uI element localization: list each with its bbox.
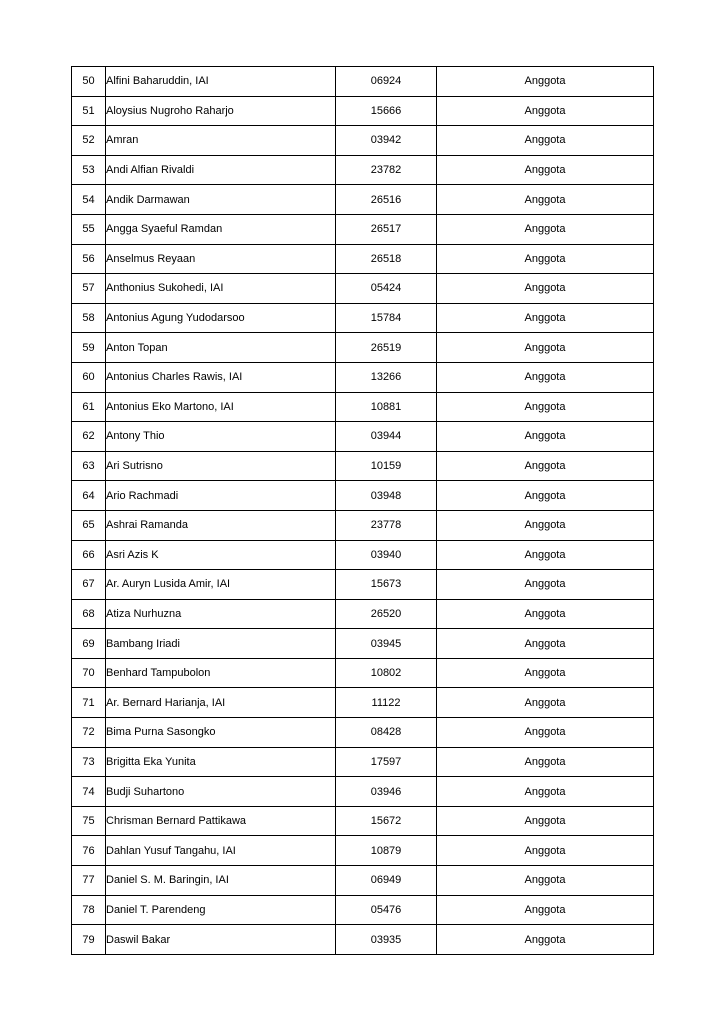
member-name: Dahlan Yusuf Tangahu, IAI [106,836,336,866]
table-row [72,96,654,126]
row-number: 71 [72,688,106,718]
member-id: 26519 [336,333,437,363]
row-number: 58 [72,303,106,333]
table-row [72,747,654,777]
table-row [72,777,654,807]
member-status: Anggota [437,481,654,511]
member-id: 26516 [336,185,437,215]
member-name: Benhard Tampubolon [106,658,336,688]
member-status: Anggota [437,777,654,807]
member-status: Anggota [437,333,654,363]
member-name: Daniel T. Parendeng [106,895,336,925]
member-status: Anggota [437,570,654,600]
member-id: 13266 [336,362,437,392]
row-number: 60 [72,362,106,392]
member-name: Chrisman Bernard Pattikawa [106,806,336,836]
member-name: Andi Alfian Rivaldi [106,155,336,185]
member-name: Bambang Iriadi [106,629,336,659]
row-number: 54 [72,185,106,215]
member-name: Daniel S. M. Baringin, IAI [106,866,336,896]
table-row [72,510,654,540]
member-status: Anggota [437,658,654,688]
member-id: 10802 [336,658,437,688]
table-row [72,274,654,304]
member-name: Antonius Agung Yudodarsoo [106,303,336,333]
table-row [72,214,654,244]
member-name: Alfini Baharuddin, IAI [106,67,336,97]
member-status: Anggota [437,362,654,392]
table-row [72,895,654,925]
row-number: 73 [72,747,106,777]
table-row [72,718,654,748]
member-status: Anggota [437,244,654,274]
member-id: 23778 [336,510,437,540]
member-name: Budji Suhartono [106,777,336,807]
table-row [72,806,654,836]
table-row [72,925,654,955]
row-number: 56 [72,244,106,274]
row-number: 64 [72,481,106,511]
member-status: Anggota [437,747,654,777]
member-status: Anggota [437,392,654,422]
row-number: 61 [72,392,106,422]
table-row [72,866,654,896]
member-id: 10159 [336,451,437,481]
member-table [71,66,654,955]
member-status: Anggota [437,688,654,718]
member-status: Anggota [437,806,654,836]
row-number: 65 [72,510,106,540]
member-status: Anggota [437,96,654,126]
table-row [72,244,654,274]
row-number: 59 [72,333,106,363]
row-number: 74 [72,777,106,807]
member-id: 26518 [336,244,437,274]
member-status: Anggota [437,836,654,866]
row-number: 53 [72,155,106,185]
table-row [72,422,654,452]
row-number: 55 [72,214,106,244]
member-name: Angga Syaeful Ramdan [106,214,336,244]
member-id: 23782 [336,155,437,185]
member-status: Anggota [437,155,654,185]
member-id: 26520 [336,599,437,629]
member-name: Ar. Bernard Harianja, IAI [106,688,336,718]
table-row [72,599,654,629]
table-row [72,836,654,866]
member-status: Anggota [437,451,654,481]
member-status: Anggota [437,303,654,333]
member-name: Ario Rachmadi [106,481,336,511]
member-id: 15672 [336,806,437,836]
row-number: 52 [72,126,106,156]
member-id: 15666 [336,96,437,126]
table-row [72,540,654,570]
member-name: Brigitta Eka Yunita [106,747,336,777]
member-status: Anggota [437,866,654,896]
row-number: 51 [72,96,106,126]
row-number: 68 [72,599,106,629]
member-name: Aloysius Nugroho Raharjo [106,96,336,126]
table-row [72,333,654,363]
row-number: 66 [72,540,106,570]
row-number: 77 [72,866,106,896]
member-name: Ari Sutrisno [106,451,336,481]
member-status: Anggota [437,185,654,215]
member-name: Anton Topan [106,333,336,363]
table-row [72,155,654,185]
member-id: 03935 [336,925,437,955]
table-row [72,303,654,333]
row-number: 75 [72,806,106,836]
row-number: 76 [72,836,106,866]
row-number: 57 [72,274,106,304]
member-name: Anselmus Reyaan [106,244,336,274]
member-status: Anggota [437,629,654,659]
table-row [72,185,654,215]
row-number: 50 [72,67,106,97]
row-number: 72 [72,718,106,748]
member-status: Anggota [437,540,654,570]
table-row [72,362,654,392]
table-row [72,688,654,718]
member-id: 10879 [336,836,437,866]
member-status: Anggota [437,67,654,97]
member-status: Anggota [437,925,654,955]
member-id: 03946 [336,777,437,807]
member-status: Anggota [437,214,654,244]
member-id: 03944 [336,422,437,452]
member-status: Anggota [437,422,654,452]
member-name: Anthonius Sukohedi, IAI [106,274,336,304]
row-number: 67 [72,570,106,600]
table-row [72,126,654,156]
member-id: 05476 [336,895,437,925]
member-name: Daswil Bakar [106,925,336,955]
member-id: 11122 [336,688,437,718]
member-table-body [72,67,654,955]
table-row [72,392,654,422]
member-id: 15784 [336,303,437,333]
member-id: 05424 [336,274,437,304]
member-name: Andik Darmawan [106,185,336,215]
member-name: Antony Thio [106,422,336,452]
row-number: 69 [72,629,106,659]
member-name: Atiza Nurhuzna [106,599,336,629]
member-id: 15673 [336,570,437,600]
table-row [72,481,654,511]
row-number: 78 [72,895,106,925]
row-number: 62 [72,422,106,452]
member-id: 10881 [336,392,437,422]
row-number: 79 [72,925,106,955]
member-name: Ashrai Ramanda [106,510,336,540]
member-name: Antonius Eko Martono, IAI [106,392,336,422]
table-row [72,629,654,659]
member-status: Anggota [437,599,654,629]
member-id: 03942 [336,126,437,156]
member-id: 17597 [336,747,437,777]
member-id: 06924 [336,67,437,97]
member-status: Anggota [437,510,654,540]
member-id: 03940 [336,540,437,570]
member-id: 26517 [336,214,437,244]
member-id: 03948 [336,481,437,511]
member-name: Bima Purna Sasongko [106,718,336,748]
member-name: Antonius Charles Rawis, IAI [106,362,336,392]
table-row [72,658,654,688]
member-name: Ar. Auryn Lusida Amir, IAI [106,570,336,600]
member-status: Anggota [437,718,654,748]
member-id: 06949 [336,866,437,896]
row-number: 70 [72,658,106,688]
table-row [72,451,654,481]
member-id: 03945 [336,629,437,659]
member-name: Amran [106,126,336,156]
member-name: Asri Azis K [106,540,336,570]
member-id: 08428 [336,718,437,748]
row-number: 63 [72,451,106,481]
table-row [72,67,654,97]
member-status: Anggota [437,274,654,304]
table-row [72,570,654,600]
member-status: Anggota [437,126,654,156]
member-status: Anggota [437,895,654,925]
